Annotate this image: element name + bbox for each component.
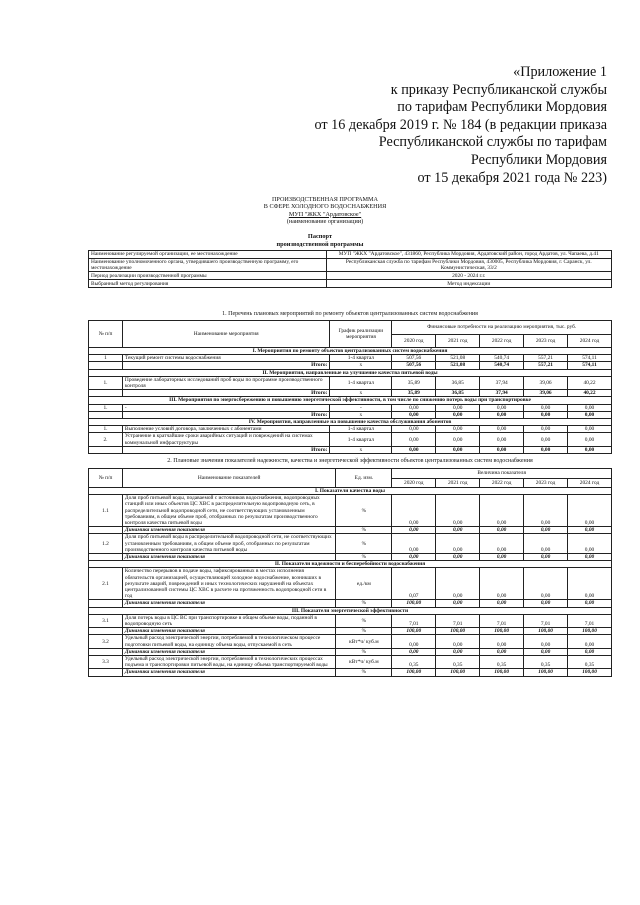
indicator-unit: кВт*ч/ куб.м <box>336 656 392 669</box>
row-num <box>89 411 123 418</box>
row-num <box>89 554 123 561</box>
passport-label: Период реализации производственной программы <box>89 272 327 280</box>
finance-value: 0,00 <box>524 433 568 446</box>
indicator-value: 0,00 <box>436 568 480 600</box>
measure-name: Итого: <box>122 362 330 369</box>
finance-value: 521,08 <box>436 362 480 369</box>
indicator-value: 0,00 <box>436 600 480 607</box>
year-header: 2023 год <box>524 334 568 348</box>
indicator-value: 0,00 <box>524 648 568 655</box>
indicator-value: 100,00 <box>480 628 524 635</box>
indicator-unit: % <box>336 554 392 561</box>
indicator-unit: % <box>336 527 392 534</box>
passport-value: Метод индексации <box>326 280 611 288</box>
passport-heading <box>0 233 640 248</box>
indicator-value: 0,35 <box>392 656 436 669</box>
finance-value: 540,74 <box>480 362 524 369</box>
finance-value: 0,00 <box>480 404 524 411</box>
finance-value: 0,00 <box>568 404 612 411</box>
table-row <box>89 362 612 369</box>
col-values: Величина показателя <box>392 469 612 479</box>
dynamics-label: Динамика изменения показателя <box>122 669 336 676</box>
indicator-value: 0,00 <box>480 568 524 600</box>
indicator-value: 0,35 <box>568 656 612 669</box>
finance-value: 0,00 <box>392 404 436 411</box>
section2-title: 2. Плановые значения показателей надежности, качества и энергетической эффективности объектов централизованных систем водоснабжения <box>167 458 533 464</box>
measure-name: Текущий ремонт системы водоснабжения <box>122 355 330 362</box>
group-row <box>89 607 612 614</box>
indicator-value: 0,00 <box>480 495 524 527</box>
year-header: 2024 год <box>568 334 612 348</box>
measure-name: Итого: <box>122 411 330 418</box>
indicator-value: 0,00 <box>392 495 436 527</box>
row-num <box>89 362 123 369</box>
group-title: II. Показатели надежности и бесперебойности водоснабжения <box>89 561 612 568</box>
indicator-value: 0,00 <box>436 527 480 534</box>
indicator-value: 0,35 <box>524 656 568 669</box>
indicator-value: 0,00 <box>568 635 612 648</box>
indicator-value: 100,00 <box>480 669 524 676</box>
row-num <box>89 648 123 655</box>
indicator-unit: % <box>336 600 392 607</box>
group-title: I. Мероприятия по ремонту объектов централизованных систем водоснабжения <box>89 348 612 355</box>
year-header: 2022 год <box>480 334 524 348</box>
finance-value: 0,00 <box>480 411 524 418</box>
indicator-row <box>89 495 612 527</box>
indicator-value: 0,07 <box>392 568 436 600</box>
header-line: от 15 декабря 2021 года № 223) <box>417 169 607 186</box>
measure-name: Проведение лабораторных исследований проб воды по программе производственного контроля <box>122 376 330 389</box>
indicator-name: Удельный расход электрической энергии, потребляемой в технологическом процессе подготовки питьевой воды, на единицу объема воды, отпускаемой в сеть <box>122 635 336 648</box>
finance-value: 39,06 <box>524 390 568 397</box>
passport-title: Паспорт <box>307 233 333 240</box>
passport-label: Наименование регулируемой организации, ее местонахождение <box>89 251 327 259</box>
passport-value: МУП "ЖКХ "Ардатовское", 431860, Республика Мордовия, Ардатовский район, город Ардатов, ул. Чапаева, д.41 <box>326 251 611 259</box>
dynamics-row <box>89 648 612 655</box>
indicator-value: 0,00 <box>568 534 612 554</box>
row-num: 1.1 <box>89 495 123 527</box>
header-line: по тарифам Республики Мордовия <box>397 99 607 116</box>
indicator-value: 100,00 <box>436 628 480 635</box>
finance-value: 0,00 <box>568 446 612 453</box>
finance-value: 557,21 <box>524 355 568 362</box>
measure-schedule: х <box>330 411 392 418</box>
indicator-value: 0,00 <box>524 534 568 554</box>
indicator-value: 0,00 <box>480 648 524 655</box>
indicator-value: 100,00 <box>524 669 568 676</box>
measure-schedule: 1-4 квартал <box>330 355 392 362</box>
passport-row <box>89 251 612 259</box>
indicator-value: 0,00 <box>392 527 436 534</box>
row-num: 3.3 <box>89 656 123 669</box>
row-num: 1 <box>89 355 123 362</box>
program-title-line: В СФЕРЕ ХОЛОДНОГО ВОДОСНАБЖЕНИЯ <box>263 203 387 211</box>
indicator-unit: ед./км <box>336 568 392 600</box>
passport-table <box>88 250 612 288</box>
header-line: «Приложение 1 <box>513 64 607 80</box>
indicator-value: 100,00 <box>524 628 568 635</box>
passport-subtitle: производственной программы <box>276 240 364 248</box>
col-name: Наименование мероприятия <box>122 321 330 348</box>
indicator-value: 7,01 <box>568 614 612 627</box>
indicator-row <box>89 614 612 627</box>
appendix-header <box>247 64 607 187</box>
indicator-value: 100,00 <box>568 669 612 676</box>
group-row <box>89 561 612 568</box>
finance-value: 0,00 <box>524 411 568 418</box>
finance-value: 35,89 <box>392 376 436 389</box>
passport-label: Наименование уполномоченного органа, утвердившего производственную программу, его местонахождение <box>89 259 327 272</box>
passport-label: Выбранный метод регулирования <box>89 280 327 288</box>
finance-value: 0,00 <box>436 433 480 446</box>
repair-measures-table <box>88 320 612 454</box>
col-num: № п/п <box>89 321 123 348</box>
group-row <box>89 419 612 426</box>
measure-name: Выполнение условий договора, заключенных с абонентами <box>122 426 330 433</box>
col-schedule: График реализации мероприятия <box>330 321 392 348</box>
indicator-value: 0,00 <box>392 534 436 554</box>
table-row <box>89 390 612 397</box>
indicator-name: Доля потерь воды в ЦС ВС при транспортировке в общем объеме воды, поданной в водопроводную сеть <box>122 614 336 627</box>
indicator-value: 0,00 <box>480 534 524 554</box>
finance-value: 0,00 <box>392 433 436 446</box>
indicator-value: 0,00 <box>436 534 480 554</box>
finance-value: 507,56 <box>392 355 436 362</box>
program-title-line: ПРОИЗВОДСТВЕННАЯ ПРОГРАММА <box>271 196 379 203</box>
finance-value: 0,00 <box>568 411 612 418</box>
dynamics-row <box>89 554 612 561</box>
table-row <box>89 433 612 446</box>
indicator-unit: % <box>336 534 392 554</box>
year-header: 2021 год <box>436 478 480 488</box>
group-row <box>89 369 612 376</box>
finance-value: 557,21 <box>524 362 568 369</box>
indicator-row <box>89 534 612 554</box>
indicator-value: 0,00 <box>480 635 524 648</box>
indicator-unit: % <box>336 614 392 627</box>
row-num: 1. <box>89 376 123 389</box>
row-num <box>89 669 123 676</box>
organization-name: МУП "ЖКХ "Ардатовское" <box>288 210 362 218</box>
indicator-value: 0,00 <box>480 527 524 534</box>
year-header: 2024 год <box>568 478 612 488</box>
indicator-value: 100,00 <box>436 669 480 676</box>
indicator-value: 0,00 <box>436 554 480 561</box>
indicator-value: 0,00 <box>436 495 480 527</box>
indicator-value: 7,01 <box>392 614 436 627</box>
dynamics-label: Динамика изменения показателя <box>122 628 336 635</box>
row-num: 1. <box>89 426 123 433</box>
indicator-value: 0,00 <box>568 568 612 600</box>
indicator-row <box>89 635 612 648</box>
measure-schedule: х <box>330 362 392 369</box>
row-num <box>89 390 123 397</box>
passport-row <box>89 272 612 280</box>
year-header: 2022 год <box>480 478 524 488</box>
dynamics-row <box>89 628 612 635</box>
indicator-value: 0,00 <box>392 648 436 655</box>
finance-value: 36,85 <box>436 390 480 397</box>
indicator-unit: % <box>336 628 392 635</box>
indicator-row <box>89 656 612 669</box>
indicator-value: 0,00 <box>524 554 568 561</box>
passport-value: Республиканская служба по тарифам Республики Мордовия, 430005, Республика Мордовия, г. Саранск, ул. Коммунистическая, 33/2 <box>326 259 611 272</box>
organization-note: (наименование организации) <box>286 218 364 226</box>
indicator-unit: кВт*ч/ куб.м <box>336 635 392 648</box>
header-line: Республики Мордовия <box>470 151 607 168</box>
row-num: 1.2 <box>89 534 123 554</box>
group-title: II. Мероприятия, направленные на улучшение качества питьевой воды <box>89 369 612 376</box>
col-num: № п/п <box>89 469 123 488</box>
indicator-unit: % <box>336 495 392 527</box>
indicator-value: 0,00 <box>568 554 612 561</box>
row-num: 2.1 <box>89 568 123 600</box>
row-num: 2. <box>89 433 123 446</box>
table-row <box>89 355 612 362</box>
dynamics-row <box>89 527 612 534</box>
indicator-name: Доля проб питьевой воды, подаваемой с источников водоснабжения, водопроводных станций или иных объектов ЦС ХВС в распределительную водопроводную сеть, в распределительной водопроводной сети, не соответствующих установленным требованиям, в общем объеме проб, отобранных по результатам производственного контроля качества питьевой воды <box>122 495 336 527</box>
finance-value: 37,94 <box>480 376 524 389</box>
finance-value: 0,00 <box>436 411 480 418</box>
indicators-table <box>88 468 612 677</box>
passport-value: 2020 - 2024 г.г. <box>326 272 611 280</box>
indicator-value: 7,01 <box>524 614 568 627</box>
group-row <box>89 348 612 355</box>
finance-value: 0,00 <box>436 404 480 411</box>
table-row <box>89 426 612 433</box>
indicator-value: 0,00 <box>568 527 612 534</box>
indicator-value: 0,35 <box>436 656 480 669</box>
indicator-value: 0,00 <box>392 635 436 648</box>
measure-name: Итого: <box>122 446 330 453</box>
finance-value: 0,00 <box>480 433 524 446</box>
finance-value: 0,00 <box>568 433 612 446</box>
finance-value: 0,00 <box>436 446 480 453</box>
group-row <box>89 488 612 495</box>
measure-schedule: х <box>330 446 392 453</box>
indicator-name: Удельный расход электрической энергии, потребляемой в технологических процессах подъема и транспортировки питьевой воды, на единицу объема транспортируемой воды <box>122 656 336 669</box>
measure-schedule: 1-4 квартал <box>330 433 392 446</box>
row-num: 3.2 <box>89 635 123 648</box>
finance-value: 0,00 <box>392 426 436 433</box>
dynamics-label: Динамика изменения показателя <box>122 527 336 534</box>
group-row <box>89 397 612 404</box>
header-line: к приказу Республиканской службы <box>390 81 607 98</box>
measure-name: Итого: <box>122 390 330 397</box>
row-num <box>89 628 123 635</box>
group-title: III. Показатели энергетической эффективности <box>89 607 612 614</box>
indicator-value: 100,00 <box>568 628 612 635</box>
indicator-row <box>89 568 612 600</box>
table-row <box>89 404 612 411</box>
measure-schedule: 1-4 квартал <box>330 426 392 433</box>
indicator-value: 0,00 <box>436 648 480 655</box>
row-num <box>89 446 123 453</box>
finance-value: 0,00 <box>480 426 524 433</box>
col-finance: Финансовые потребности на реализацию мероприятия, тыс. руб. <box>392 321 612 335</box>
indicator-value: 0,00 <box>568 600 612 607</box>
finance-value: 0,00 <box>524 426 568 433</box>
indicator-value: 0,35 <box>480 656 524 669</box>
finance-value: 0,00 <box>524 446 568 453</box>
measure-name: Устранение в кратчайшие сроки аварийных ситуаций и повреждений на системах коммунальной инфраструктуры <box>122 433 330 446</box>
indicator-value: 100,00 <box>392 628 436 635</box>
passport-row <box>89 280 612 288</box>
table-row <box>89 446 612 453</box>
finance-value: 39,06 <box>524 376 568 389</box>
table-row <box>89 376 612 389</box>
indicator-value: 0,00 <box>524 527 568 534</box>
finance-value: 521,08 <box>436 355 480 362</box>
finance-value: 37,94 <box>480 390 524 397</box>
passport-row <box>89 259 612 272</box>
indicator-value: 0,00 <box>568 495 612 527</box>
indicator-value: 0,00 <box>524 495 568 527</box>
group-title: I. Показатели качества воды <box>89 488 612 495</box>
indicator-value: 0,00 <box>568 648 612 655</box>
finance-value: 574,11 <box>568 362 612 369</box>
dynamics-row <box>89 669 612 676</box>
measure-name: - <box>122 404 330 411</box>
year-header: 2021 год <box>436 334 480 348</box>
col-unit: Ед. изм. <box>336 469 392 488</box>
finance-value: 0,00 <box>480 446 524 453</box>
row-num: 3.1 <box>89 614 123 627</box>
dynamics-row <box>89 600 612 607</box>
finance-value: 35,89 <box>392 390 436 397</box>
year-header: 2023 год <box>524 478 568 488</box>
finance-value: 0,00 <box>568 426 612 433</box>
indicator-value: 0,00 <box>480 600 524 607</box>
finance-value: 507,56 <box>392 362 436 369</box>
header-line: Республиканской службы по тарифам <box>378 134 607 151</box>
indicator-value: 100,00 <box>392 669 436 676</box>
indicator-value: 7,01 <box>436 614 480 627</box>
indicator-value: 0,00 <box>392 554 436 561</box>
measure-schedule: 1-4 квартал <box>330 376 392 389</box>
indicator-value: 0,00 <box>524 568 568 600</box>
dynamics-label: Динамика изменения показателя <box>122 648 336 655</box>
finance-value: 40,22 <box>568 376 612 389</box>
measure-schedule: - <box>330 404 392 411</box>
finance-value: 36,85 <box>436 376 480 389</box>
indicator-name: Количество перерывов в подаче воды, зафиксированных в местах исполнения обязательств организацией, осуществляющей холодное водоснабжение, возникших в результате аварий, повреждений и иных технологических нарушений на объектах централизованной системы ЦС ХВС в расчете на протяженность водопроводной сети в год <box>122 568 336 600</box>
group-title: IV. Мероприятия, направленные на повышение качества обслуживания абонентов <box>89 419 612 426</box>
year-header: 2020 год <box>392 478 436 488</box>
program-title <box>230 196 420 226</box>
finance-value: 40,22 <box>568 390 612 397</box>
indicator-value: 0,00 <box>524 600 568 607</box>
section1-title: 1. Перечень плановых мероприятий по ремонту объектов централизованных систем водоснабжения <box>222 311 478 317</box>
indicator-value: 0,00 <box>524 635 568 648</box>
dynamics-label: Динамика изменения показателя <box>122 600 336 607</box>
table-row <box>89 411 612 418</box>
finance-value: 574,11 <box>568 355 612 362</box>
measure-schedule: х <box>330 390 392 397</box>
row-num <box>89 527 123 534</box>
col-name: Наименование показателей <box>122 469 336 488</box>
indicator-value: 7,01 <box>480 614 524 627</box>
finance-value: 0,00 <box>392 411 436 418</box>
finance-value: 0,00 <box>436 426 480 433</box>
group-title: III. Мероприятия по энергосбережению и повышению энергетической эффективности, в том числе по снижению потерь воды при транспортировке <box>89 397 612 404</box>
row-num <box>89 600 123 607</box>
header-line: от 16 декабря 2019 г. № 184 (в редакции приказа <box>314 116 607 133</box>
indicator-unit: % <box>336 669 392 676</box>
dynamics-label: Динамика изменения показателя <box>122 554 336 561</box>
indicator-value: 100,00 <box>392 600 436 607</box>
indicator-unit: % <box>336 648 392 655</box>
indicator-value: 0,00 <box>480 554 524 561</box>
finance-value: 0,00 <box>392 446 436 453</box>
row-num: 1. <box>89 404 123 411</box>
finance-value: 540,74 <box>480 355 524 362</box>
indicator-value: 0,00 <box>436 635 480 648</box>
indicator-name: Доля проб питьевой воды в распределительной водопроводной сети, не соответствующих установленным требованиям, в общем объеме проб, отобранных по результатам производственного контроля качества питьевой воды <box>122 534 336 554</box>
year-header: 2020 год <box>392 334 436 348</box>
finance-value: 0,00 <box>524 404 568 411</box>
